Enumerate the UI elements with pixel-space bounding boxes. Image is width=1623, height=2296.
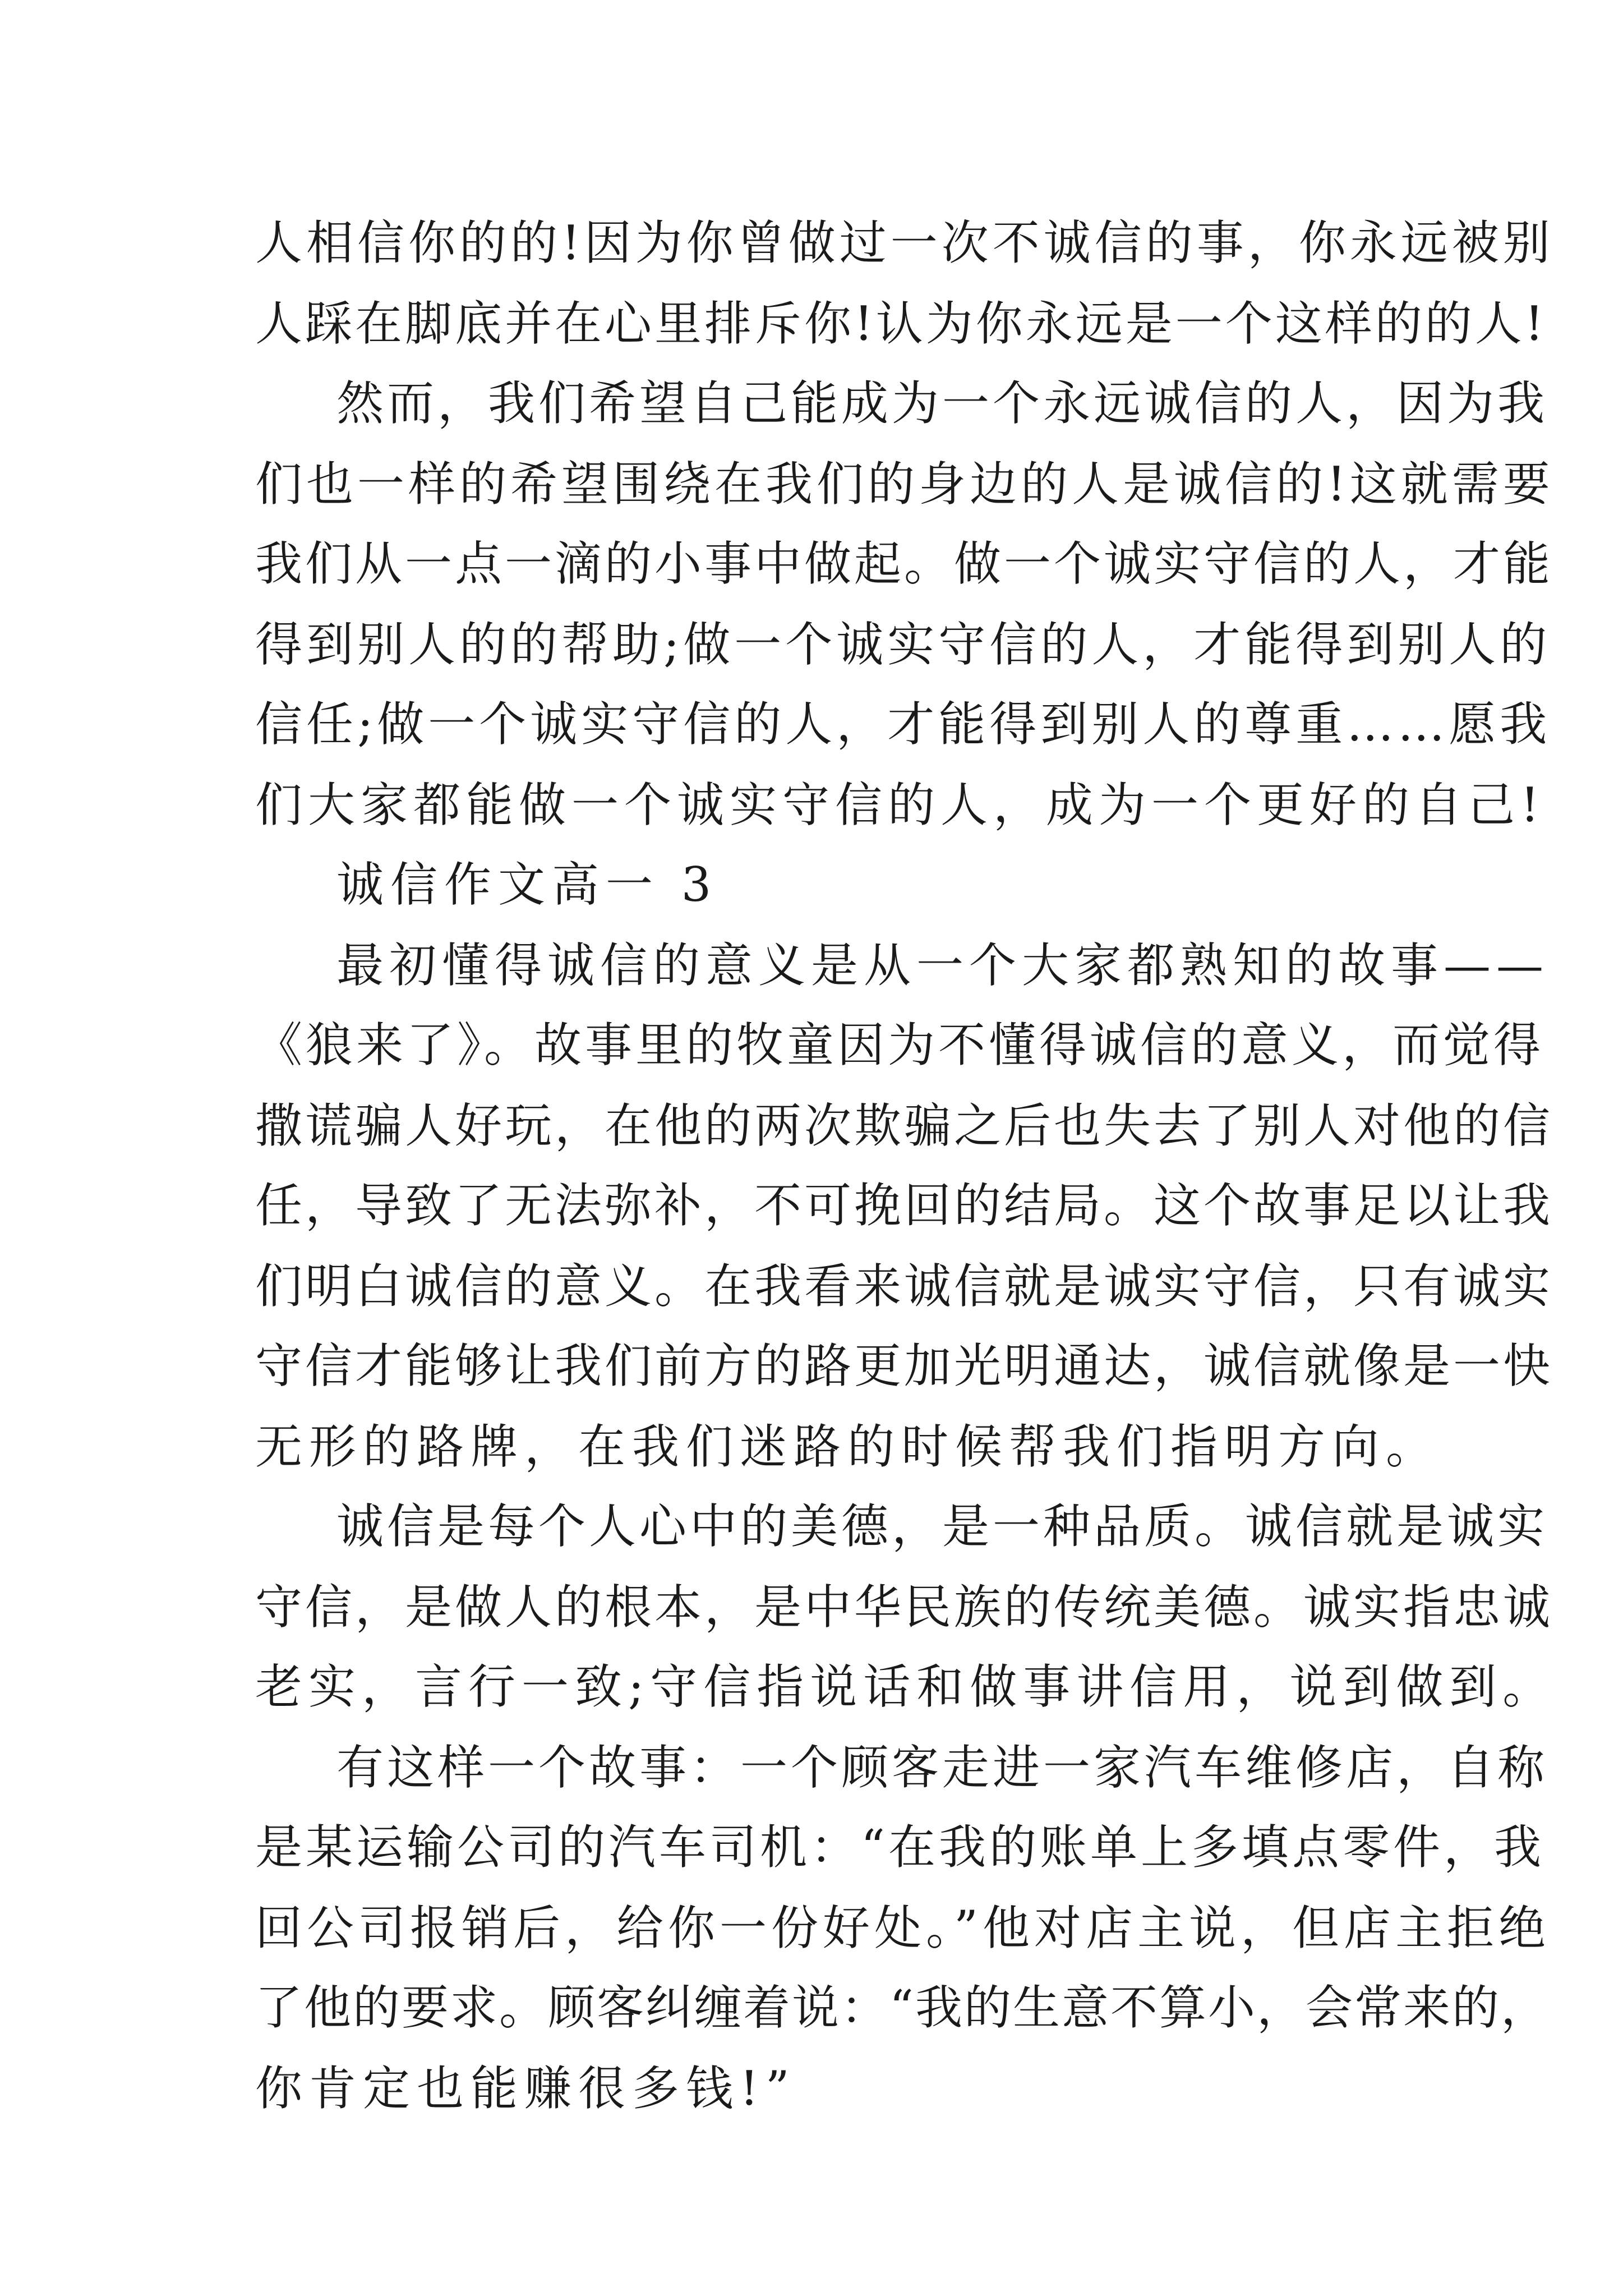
text-line: 们明白诚信的意义。在我看来诚信就是诚实守信，只有诚实 — [255, 1259, 1553, 1314]
text-line: 们也一样的希望围绕在我们的身边的人是诚信的!这就需要 — [255, 457, 1554, 512]
text-line: 是某运输公司的汽车司机：“在我的账单上多填点零件，我 — [255, 1820, 1544, 1875]
text-line: 《狼来了》。故事里的牧童因为不懂得诚信的意义，而觉得 — [255, 1018, 1544, 1073]
section-heading: 诚信作文高一 3 — [336, 857, 718, 912]
text-line: 无形的路牌，在我们迷路的时候帮我们指明方向。 — [255, 1419, 1440, 1474]
text-line: 得到别人的的帮助;做一个诚实守信的人，才能得到别人的 — [255, 617, 1551, 672]
text-line: 老实，言行一致;守信指说话和做事讲信用，说到做到。 — [255, 1659, 1556, 1714]
text-line: 守信才能够让我们前方的路更加光明通达，诚信就像是一快 — [255, 1338, 1553, 1393]
text-line: 们大家都能做一个诚实守信的人，成为一个更好的自己! — [255, 777, 1545, 832]
paragraph-start-line: 然而，我们希望自己能成为一个永远诚信的人，因为我 — [336, 376, 1548, 431]
text-line: 人踩在脚底并在心里排斥你!认为你永远是一个这样的的人! — [255, 296, 1547, 351]
text-line: 了他的要求。顾客纠缠着说：“我的生意不算小，会常来的， — [255, 1980, 1550, 2035]
text-line: 撒谎骗人好玩，在他的两次欺骗之后也失去了别人对他的信 — [255, 1098, 1553, 1153]
text-line: 你肯定也能赚很多钱!” — [255, 2061, 796, 2116]
text-line: 信任;做一个诚实守信的人，才能得到别人的尊重……愿我 — [255, 697, 1551, 752]
text-line: 回公司报销后，给你一份好处。”他对店主说，但店主拒绝 — [255, 1901, 1550, 1955]
paragraph-start-line: 诚信是每个人心中的美德，是一种品质。诚信就是诚实 — [336, 1499, 1548, 1554]
text-line: 任，导致了无法弥补，不可挽回的结局。这个故事足以让我 — [255, 1178, 1553, 1233]
text-line: 人相信你的的!因为你曾做过一次不诚信的事，你永远被别 — [255, 215, 1554, 270]
paragraph-start-line: 有这样一个故事：一个顾客走进一家汽车维修店，自称 — [336, 1740, 1548, 1795]
paragraph-start-line: 最初懂得诚信的意义是从一个大家都熟知的故事—— — [336, 938, 1550, 993]
text-line: 我们从一点一滴的小事中做起。做一个诚实守信的人，才能 — [255, 536, 1553, 591]
text-line: 守信，是做人的根本，是中华民族的传统美德。诚实指忠诚 — [255, 1580, 1553, 1635]
